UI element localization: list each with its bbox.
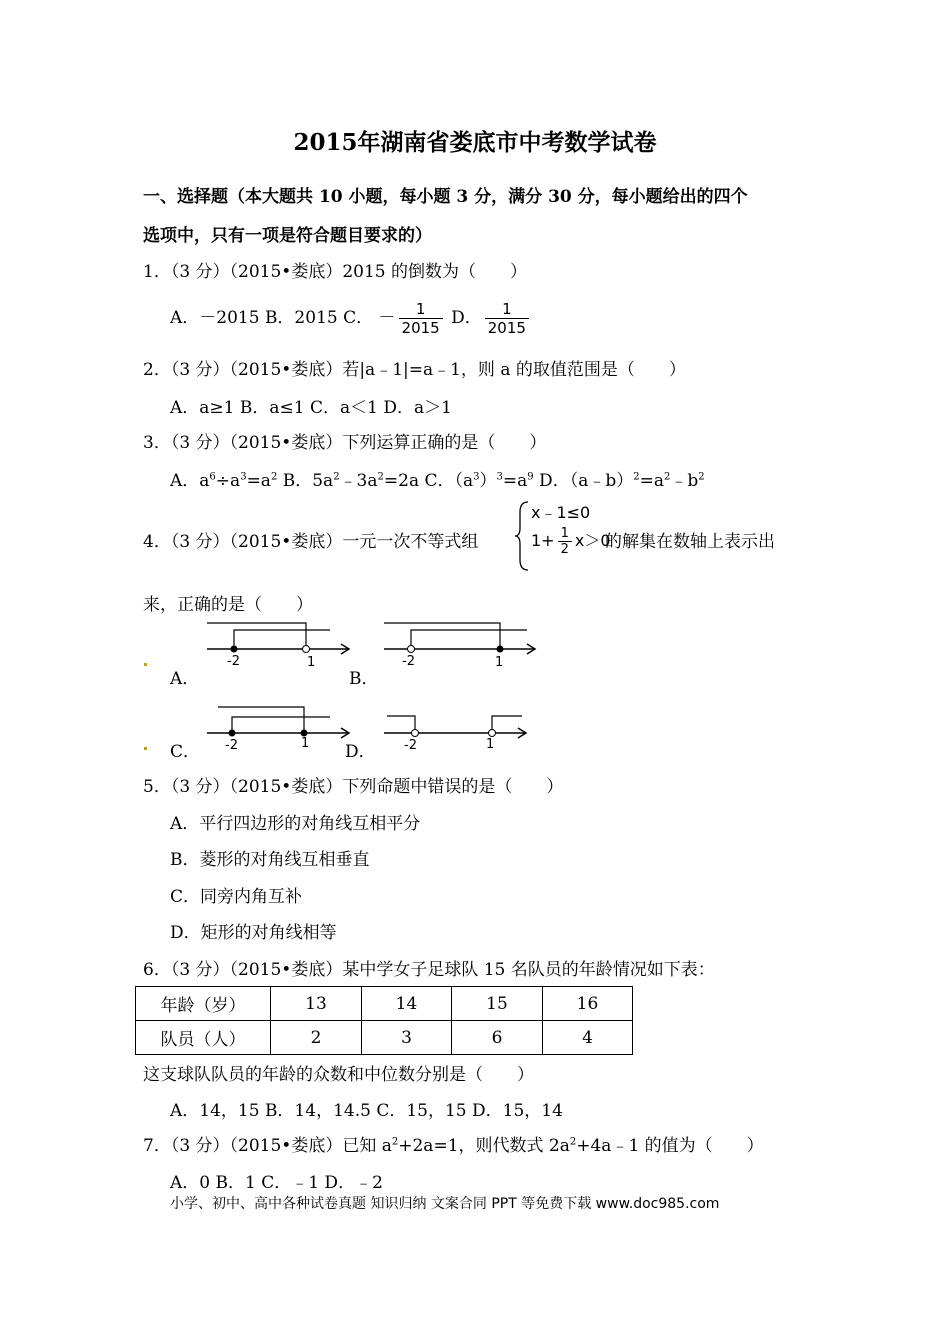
footer-watermark: 小学、初中、高中各种试卷真题 知识归纳 文案合同 PPT 等免费下载 www.doc985.com (170, 1196, 720, 1212)
q4-system-line2: 1+ $\frac{1}{2}$ x＞0 (531, 526, 611, 557)
number-line-c (205, 700, 355, 752)
table-cell: 2 (271, 1021, 362, 1055)
q4-system-fraction: $\frac{1}{2}$ (558, 526, 572, 557)
table-cell: 15 (452, 987, 543, 1021)
number-line-b (382, 620, 542, 668)
section-heading-line1: 一、选择题（本大题共 10 小题，每小题 3 分，满分 30 分，每小题给出的四个 (143, 187, 748, 207)
number-line-d (382, 700, 532, 752)
q2-options: A．a≥1 B．a≤1 C．a＜1 D．a＞1 (170, 398, 452, 418)
q4-label-d: D． (345, 742, 376, 762)
q4-label-b: B． (349, 669, 379, 689)
q7-options: A．0 B．1 C．﹣1 D．﹣2 (170, 1173, 383, 1193)
q6-after: 这支球队队员的年龄的众数和中位数分别是（ ） (143, 1065, 534, 1085)
q7-stem: 7．（3 分）（2015•娄底）已知 $a^2+2a=1$，则代数式 $2a^2+4a﹣1$ 的值为（ ） (143, 1136, 764, 1156)
section-heading-line2: 选项中，只有一项是符合题目要求的） (143, 226, 432, 246)
tick-label-neg2: -2 (404, 738, 417, 752)
age-table (135, 986, 633, 1055)
q5-option-d: D．矩形的对角线相等 (170, 923, 337, 943)
q1-options-ac: A．－2015 B．2015 C． (170, 308, 374, 328)
q5-option-a: A．平行四边形的对角线互相平分 (170, 814, 421, 834)
q2-stem: 2．（3 分）（2015•娄底）若|a﹣1|=a﹣1，则 a 的取值范围是（ ） (143, 360, 686, 380)
q1-stem: 1．（3 分）（2015•娄底）2015 的倒数为（ ） (143, 262, 527, 282)
table-cell: 16 (543, 987, 633, 1021)
tick-label-neg2: -2 (225, 738, 238, 752)
page-title: 2015年湖南省娄底市中考数学试卷 (293, 129, 657, 156)
bullet-dot (144, 747, 147, 750)
q5-option-b: B．菱形的对角线互相垂直 (170, 850, 370, 870)
table-cell: 年龄（岁） (136, 987, 271, 1021)
q1-minus: － (378, 308, 396, 328)
q4-system-line1: x﹣1≤0 (531, 503, 591, 522)
q4-label-a: A． (170, 669, 200, 689)
tick-label-1: 1 (495, 655, 504, 668)
q6-options: A．14，15 B．14，14.5 C．15，15 D．15，14 (170, 1101, 563, 1121)
q4-stem-a: 4．（3 分）（2015•娄底）一元一次不等式组 (143, 532, 479, 552)
q1-fraction-d: $\frac{1}{2015}$ (485, 300, 529, 337)
q4-stem-c: 来，正确的是（ ） (143, 595, 313, 615)
table-cell: 13 (271, 987, 362, 1021)
table-cell: 4 (543, 1021, 633, 1055)
tick-label-1: 1 (301, 736, 310, 751)
q1-option-d: D． (451, 308, 482, 328)
q3-stem: 3．（3 分）（2015•娄底）下列运算正确的是（ ） (143, 433, 547, 453)
tick-label-neg2: -2 (402, 654, 415, 668)
table-cell: 14 (362, 987, 452, 1021)
q4-stem-b: 的解集在数轴上表示出 (605, 532, 775, 552)
bullet-dot (144, 663, 147, 666)
tick-label-1: 1 (486, 737, 495, 752)
table-row (136, 1021, 633, 1055)
tick-label-1: 1 (307, 655, 316, 668)
q1-options (170, 300, 532, 337)
table-row (136, 987, 633, 1021)
table-cell: 队员（人） (136, 1021, 271, 1055)
number-line-a (205, 620, 355, 668)
q6-stem: 6．（3 分）（2015•娄底）某中学女子足球队 15 名队员的年龄情况如下表： (143, 960, 715, 980)
q1-fraction-c: $\frac{1}{2015}$ (399, 300, 443, 337)
q3-options: A．$a^6\div a^3=a^2$ B．$5a^2﹣3a^2=2a$ C．$(a^3)^3=a^9$ D．$(a﹣b)^2=a^2﹣b^2$ (170, 471, 705, 491)
table-cell: 6 (452, 1021, 543, 1055)
q5-option-c: C．同旁内角互补 (170, 887, 303, 907)
tick-label-neg2: -2 (227, 654, 240, 668)
table-cell: 3 (362, 1021, 452, 1055)
q5-stem: 5．（3 分）（2015•娄底）下列命题中错误的是（ ） (143, 777, 564, 797)
q4-label-c: C． (170, 742, 201, 762)
